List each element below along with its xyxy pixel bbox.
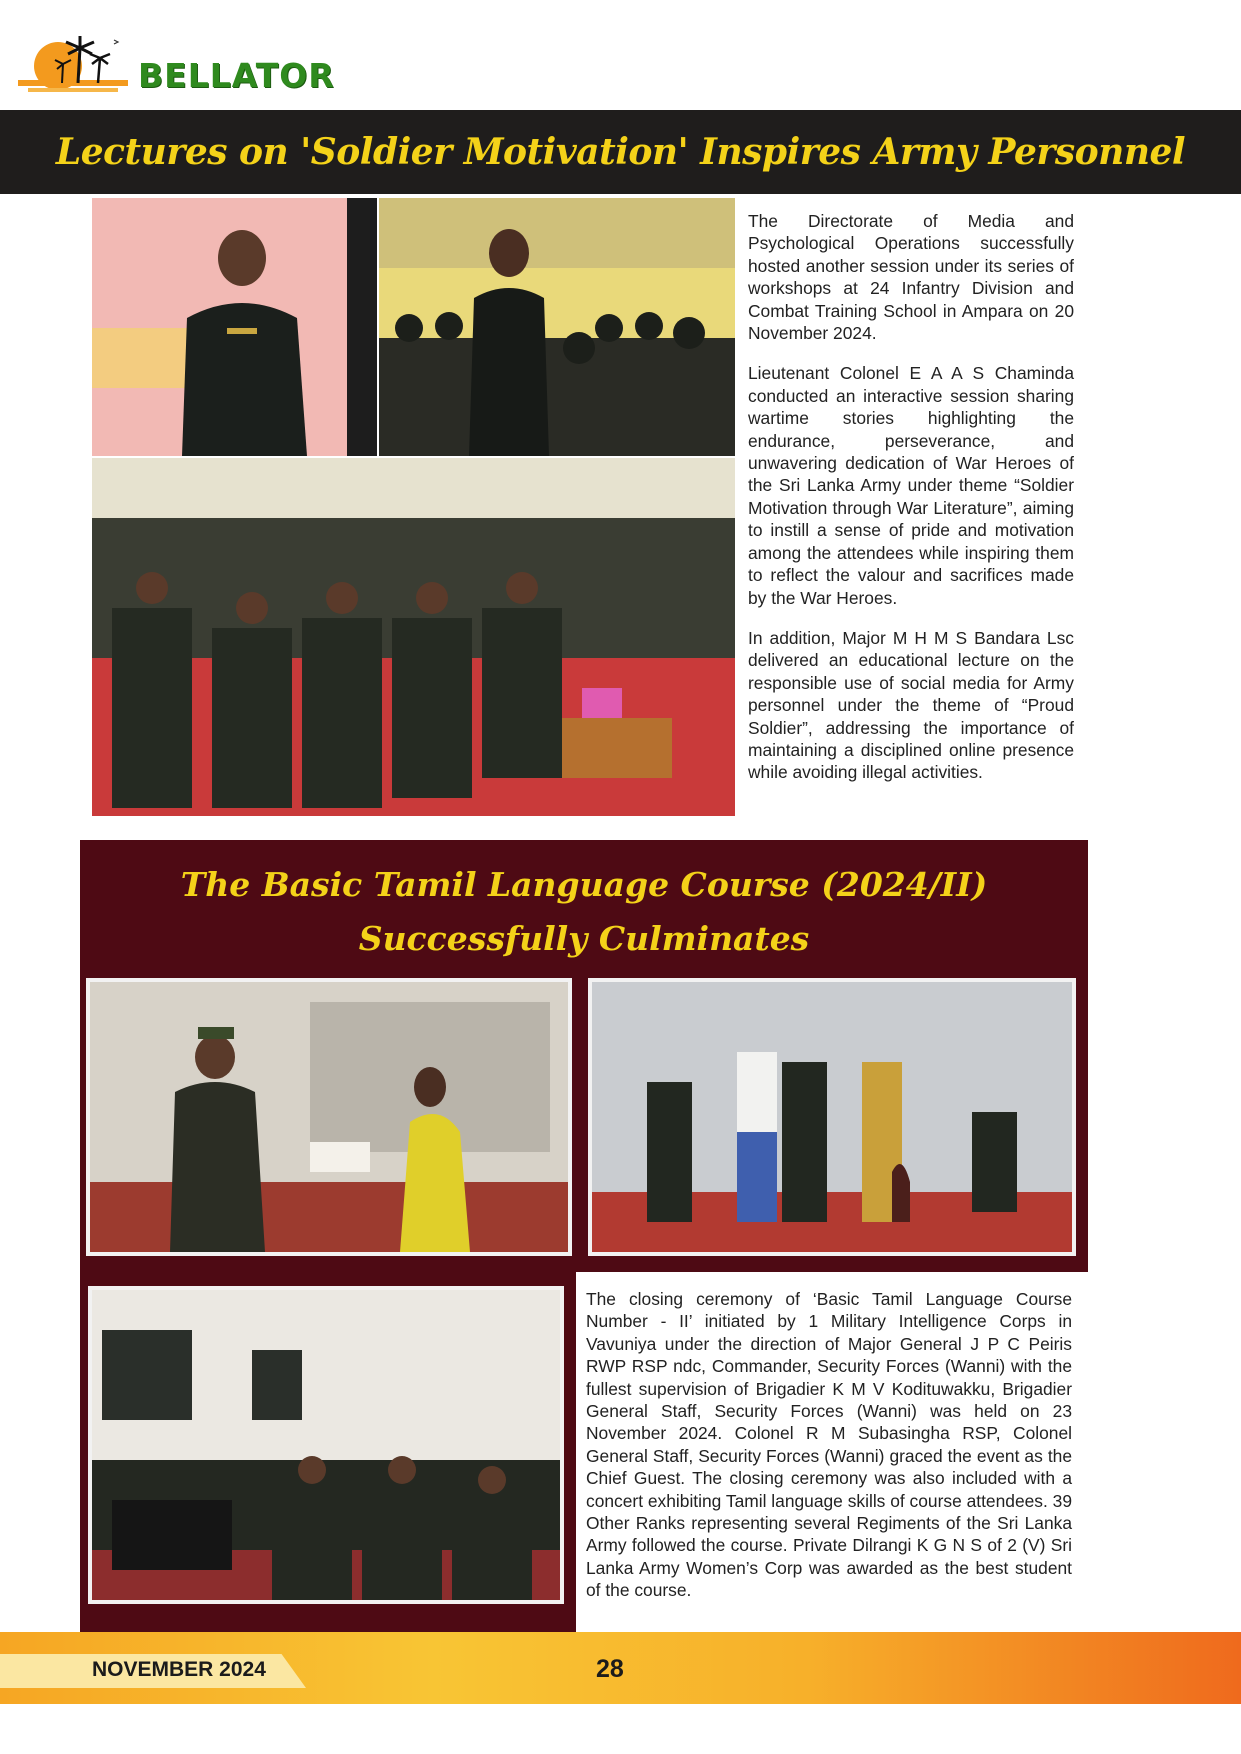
bellator-logo — [18, 28, 138, 108]
article-2-title — [80, 858, 1088, 966]
footer-issue-date: NOVEMBER 2024 — [92, 1658, 266, 1681]
photo-speaker-1 — [92, 198, 377, 456]
photo-ceremony-hall — [88, 1286, 564, 1604]
article-1-title: Lectures on 'Soldier Motivation' Inspires Army Personnel — [55, 131, 1186, 173]
article-2-text — [586, 1288, 1072, 1602]
photo-audience — [92, 458, 735, 816]
article-1-paragraph-2: Lieutenant Colonel E A A S Chaminda conducted an interactive session sharing wartime stories highlighting the endurance, perseverance, and unwavering dedication of War Heroes of the Sri Lanka Army under theme “Soldier Motivation through War Literature”, aiming to instill a sense of pride and motivation among the attendees while inspiring them to reflect the valour and sacrifices made by the War Heroes. — [748, 363, 1074, 608]
photo-speaker-2 — [379, 198, 735, 456]
brand-name: BELLATOR — [138, 56, 335, 95]
article-2-paragraph: The closing ceremony of ‘Basic Tamil Language Course Number - II’ initiated by 1 Military Intelligence Corps in Vavuniya under the direction of Major General J P C Peiris RWP RSP ndc, Commander, Security Forces (Wanni) with the fullest supervision of Brigadier K M V Kodituwakku, Brigadier General Staff, Security Forces (Wanni) was held on 23 November 2024. Colonel R M Subasingha RSP, Colonel General Staff, Security Forces (Wanni) graced the event as the Chief Guest. The closing ceremony was also included with a concert exhibiting Tamil language skills of course attendees. 39 Other Ranks representing several Regiments of the Sri Lanka Army followed the course. Private Dilrangi K G N S of 2 (V) Sri Lanka Army Women’s Corp was awarded as the best student of the course. — [586, 1289, 1072, 1601]
article-2-title-line-2: Successfully Culminates — [358, 919, 810, 958]
article-1-paragraph-1: The Directorate of Media and Psychological Operations successfully hosted another session under its series of workshops at 24 Infantry Division and Combat Training School in Ampara on 20 November 2024. — [748, 211, 1074, 344]
photo-certificate-award — [86, 978, 572, 1256]
article-2-title-line-1: The Basic Tamil Language Course (2024/II) — [180, 865, 988, 904]
footer-page-number: 28 — [596, 1655, 624, 1683]
article-1-text — [748, 210, 1074, 802]
article-1-paragraph-3: In addition, Major M H M S Bandara Lsc delivered an educational lecture on the responsible use of social media for Army personnel under the theme of “Proud Soldier”, addressing the importance of maintaining a disciplined online presence while avoiding illegal activities. — [748, 627, 1074, 783]
article-1-title-bar — [0, 110, 1241, 194]
photo-concert-drama — [588, 978, 1076, 1256]
